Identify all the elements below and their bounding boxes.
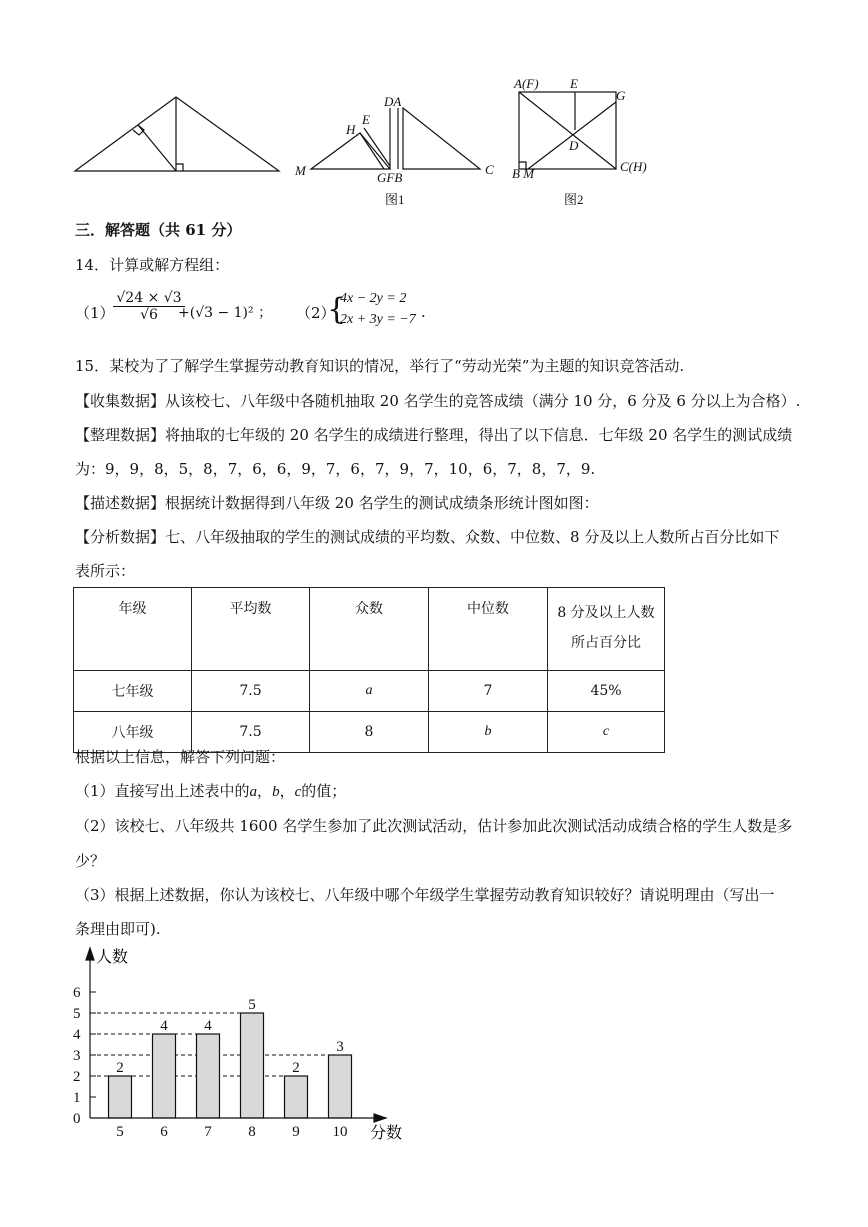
table-cell: 7 [429, 671, 548, 712]
q15-intro: 15．某校为了了解学生掌握劳动教育知识的情况，举行了“劳动光荣”为主题的知识竞答活动. [75, 357, 685, 375]
table-header-line: 所占百分比 [571, 635, 641, 651]
bar-value-label: 4 [160, 1018, 168, 1034]
bar-value-label: 5 [248, 997, 256, 1013]
fig1-label-C: C [485, 162, 494, 177]
q15-sub2-line1: （2）该校七、八年级共 1600 名学生参加了此次测试活动，估计参加此次测试活动成绩合格的学生人数是多 [75, 817, 793, 835]
x-tick-label: 9 [292, 1124, 300, 1140]
y-tick-label: 1 [73, 1090, 81, 1106]
table-header-cell [548, 588, 665, 671]
table-header-cell: 众数 [310, 588, 429, 671]
fig1-caption: 图1 [385, 192, 405, 207]
q15-collect: 【收集数据】从该校七、八年级中各随机抽取 20 名学生的竞答成绩（满分 10 分，6 分及 6 分以上为合格）. [75, 392, 801, 410]
q15-sub2-line2: 少？ [75, 852, 106, 870]
x-tick-label: 6 [160, 1124, 168, 1140]
q15-organize-2: 为：9，9，8，5，8，7，6，6，9，7，6，7，9，7，10，6，7，8，7，9. [75, 460, 596, 478]
bar [329, 1055, 352, 1118]
y-tick-label: 5 [73, 1006, 81, 1022]
fig1-label-GFB: GFB [377, 170, 403, 185]
figure-1 [311, 108, 480, 169]
x-axis-title: 分数 [370, 1125, 403, 1142]
y-tick-label: 3 [73, 1048, 81, 1064]
figure-2 [519, 92, 616, 169]
table-cell: a [310, 671, 429, 712]
var-c: c [294, 784, 302, 800]
q14-part2-eq2: 2x + 3y = −7 [340, 312, 416, 327]
q15-ask: 根据以上信息，解答下列问题： [75, 748, 286, 766]
q14-part1-tail: +(√3 − 1)² ； [178, 305, 273, 321]
q15-organize-1: 【整理数据】将抽取的七年级的 20 名学生的成绩进行整理，得出了以下信息．七年级 20 名学生的测试成绩 [75, 426, 793, 444]
bar [109, 1076, 132, 1118]
left-triangle-figure [75, 97, 279, 171]
bar-value-label: 2 [116, 1060, 124, 1076]
q14-part1-fraction [113, 290, 185, 323]
table-header-line: 8 分及以上人数 [557, 605, 655, 621]
fig2-label-G: G [616, 88, 626, 103]
fig1-label-H: H [346, 122, 356, 137]
fig2-caption: 图2 [564, 192, 584, 207]
section-title: 三．解答题（共 61 分） [75, 221, 242, 239]
table-header-cell: 年级 [74, 588, 192, 671]
y-axis-arrow [86, 948, 94, 960]
bar-value-label: 2 [292, 1060, 300, 1076]
bar-value-label: 4 [204, 1018, 212, 1034]
q15-sub1-text: （1）直接写出上述表中的 [75, 782, 250, 800]
q15-sub1: （1）直接写出上述表中的a，b，c的值； [75, 782, 347, 800]
q15-sub3-line2: 条理由即可). [75, 920, 161, 938]
x-axis-arrow [374, 1114, 386, 1122]
fig2-label-E: E [570, 76, 578, 91]
y-tick-label: 6 [73, 985, 81, 1001]
table-cell: 8 [310, 712, 429, 753]
stats-table [73, 587, 665, 753]
fig2-label-D: D [569, 138, 579, 153]
bar-chart [60, 940, 420, 1150]
bar [153, 1034, 176, 1118]
x-tick-label: 10 [332, 1124, 348, 1140]
y-tick-label: 0 [73, 1111, 81, 1127]
var-a: a [249, 784, 258, 800]
table-header-row [74, 588, 665, 671]
fig2-label-BM: B M [512, 166, 535, 181]
var-b: b [272, 784, 280, 800]
fig2-label-CH: C(H) [620, 159, 647, 174]
fig1-label-DA: DA [384, 94, 402, 109]
bar [241, 1013, 264, 1118]
q14-part1-label: （1） [75, 304, 115, 322]
q15-analyze-1: 【分析数据】七、八年级抽取的学生的测试成绩的平均数、众数、中位数、8 分及以上人数所占百分比如下 [75, 528, 780, 546]
bar [285, 1076, 308, 1118]
table-cell: c [548, 712, 665, 753]
y-axis-title: 人数 [96, 949, 129, 966]
left-brace-icon: { [327, 292, 347, 327]
fig1-label-E: E [362, 112, 370, 127]
table-cell: 7.5 [192, 712, 310, 753]
table-cell: b [429, 712, 548, 753]
table-cell: 45% [548, 671, 665, 712]
geometry-figures [0, 70, 868, 215]
q14-part1-numerator: √24 × √3 [113, 290, 185, 307]
x-tick-label: 5 [116, 1124, 124, 1140]
y-tick-label: 2 [73, 1069, 81, 1085]
table-header-cell: 中位数 [429, 588, 548, 671]
q14-part2-end: . [421, 303, 426, 321]
fig1-label-M: M [295, 163, 306, 178]
q15-describe: 【描述数据】根据统计数据得到八年级 20 名学生的测试成绩条形统计图如图： [75, 494, 599, 512]
q15-analyze-2: 表所示： [75, 562, 136, 580]
table-cell: 7.5 [192, 671, 310, 712]
table-header-cell: 平均数 [192, 588, 310, 671]
fig2-label-AF: A(F) [514, 76, 539, 91]
q15-sub1-tail: 的值； [301, 782, 347, 800]
bar [197, 1034, 220, 1118]
q14-stem: 14．计算或解方程组： [75, 256, 230, 274]
bar-value-label: 3 [336, 1039, 344, 1055]
table-cell: 七年级 [74, 671, 192, 712]
table-row [74, 671, 665, 712]
x-tick-label: 7 [204, 1124, 212, 1140]
q14-part2-eq1: 4x − 2y = 2 [340, 291, 407, 306]
q14-part1-denominator: √6 [140, 307, 158, 323]
q14-part2-label: （2） [296, 304, 336, 322]
q15-sub3-line1: （3）根据上述数据，你认为该校七、八年级中哪个年级学生掌握劳动教育知识较好？请说明理由（写出一 [75, 886, 775, 904]
x-tick-label: 8 [248, 1124, 256, 1140]
y-tick-label: 4 [73, 1027, 81, 1043]
table-cell: 八年级 [74, 712, 192, 753]
